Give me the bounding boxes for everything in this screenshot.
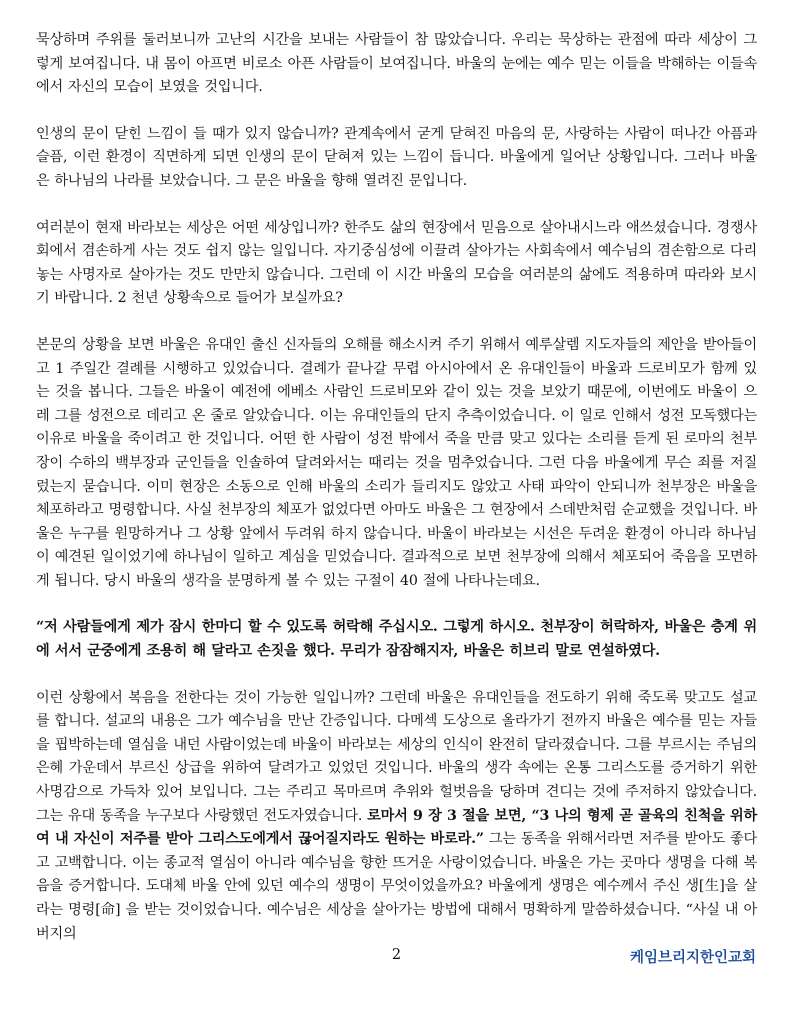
paragraph-6 [36,687,757,947]
romans-reference: 로마서 9 장 3 절을 보면, “3 나의 형제 곧 골육의 친척을 위하여 내 자신이 저주를 받아 그리스도에게서 끊어질지라도 원하는 바로라.” [36,807,757,848]
scripture-quote: “저 사람들에게 제가 잠시 한마디 할 수 있도록 허락해 주십시오. 그렇게 하시오. 천부장이 허락하자, 바울은 층계 위에 서서 군중에게 조용히 해 달라고 손짓을 했다. 무리가 잠잠해지자, 바울은 히브리 말로 연설하였다. [36,619,757,660]
paragraph-2: 인생의 문이 닫힌 느낌이 들 때가 있지 않습니까? 관계속에서 굳게 닫혀진 마음의 문, 사랑하는 사람이 떠나간 아픔과 슬픔, 이런 환경이 직면하게 되면 인생의 문이 닫혀져 있는 느낌이 듭니다. 바울에게 일어난 상황입니다. 그러나 바울은 하나님의 나라를 보았습니다. 그 문은 바울을 향해 열려진 문입니다. [36,125,757,189]
paragraph-3: 여러분이 현재 바라보는 세상은 어떤 세상입니까? 한주도 삶의 현장에서 믿음으로 살아내시느라 애쓰셨습니다. 경쟁사회에서 겸손하게 사는 것도 쉽지 않는 일입니다. 자기중심성에 이끌려 살아가는 사회속에서 예수님의 겸손함으로 다리 놓는 사명자로 살아가는 것도 만만치 않습니다. 그런데 이 시간 바울의 모습을 여러분의 삶에도 적용하며 따라와 보시기 바랍니다. 2 천년 상황속으로 들어가 보실까요? [36,219,757,307]
paragraph-6-continued: 그는 동족을 위해서라면 저주를 받아도 좋다고 고백합니다. 이는 종교적 열심이 아니라 예수님을 향한 뜨거운 사랑이었습니다. 바울은 가는 곳마다 생명을 다해 복음을 증거합니다. 도대체 바울 안에 있던 예수의 생명이 무엇이었을까요? 바울에게 생명은 예수께서 주신 생[生]을 살라는 명령[命] 을 받는 것이었습니다. 예수님은 세상을 살아가는 방법에 대해서 명확하게 말씀하셨습니다. “사실 내 아버지의 [36,831,757,942]
paragraph-1: 묵상하며 주위를 둘러보니까 고난의 시간을 보내는 사람들이 참 많았습니다. 우리는 묵상하는 관점에 따라 세상이 그렇게 보여집니다. 내 몸이 아프면 비로소 아픈 사람들이 보여집니다. 바울의 눈에는 예수 믿는 이들을 박해하는 이들속에서 자신의 모습이 보였을 것입니다. [36,32,757,96]
document-body [36,29,757,946]
page-number: 2 [391,947,402,963]
paragraph-4: 본문의 상황을 보면 바울은 유대인 출신 신자들의 오해를 해소시켜 주기 위해서 예루살렘 지도자들의 제안을 받아들이고 1 주일간 결례를 시행하고 있었습니다. 결례가 끝나갈 무렵 아시아에서 온 유대인들이 바울과 드로비모가 함께 있는 것을 봅니다. 그들은 바울이 예전에 에베소 사람인 드로비모와 같이 있는 것을 보았기 때문에, 이번에도 바울이 으레 그를 성전으로 데리고 온 줄로 알았습니다. 이는 유대인들의 단지 추측이었습니다. 이 일로 인해서 성전 모독했다는 이유로 바울을 죽이려고 한 것입니다. 어떤 한 사람이 성전 밖에서 죽을 만큼 맞고 있다는 소리를 듣게 된 로마의 천부장이 수하의 백부장과 군인들을 인솔하여 달려와서는 때리는 것을 멈추었습니다. 그런 다음 바울에게 무슨 죄를 저질렀는지 묻습니다. 이미 현장은 소동으로 인해 바울의 소리가 들리지도 않았고 사태 파악이 안되니까 천부장은 바울을 체포하라고 명령합니다. 사실 천부장의 체포가 없었다면 아마도 바울은 그 현장에서 스데반처럼 순교했을 것입니다. 바울은 누구를 원망하거나 그 상황 앞에서 두려워 하지 않습니다. 바울이 바라보는 시선은 두려운 환경이 아니라 하나님이 예견된 일이었기에 하나님이 일하고 계심을 믿었습니다. 결과적으로 보면 천부장에 의해서 체포되어 죽음을 모면하게 됩니다. 당시 바울의 생각을 분명하게 볼 수 있는 구절이 40 절에 나타나는데요. [36,336,757,589]
church-name: 케임브리지한인교회 [629,950,756,966]
paragraph-6-text: 이런 상황에서 복음을 전한다는 것이 가능한 일입니까? 그런데 바울은 유대인들을 전도하기 위해 죽도록 맞고도 설교를 합니다. 설교의 내용은 그가 예수님을 만난 간증입니다. 다메섹 도상으로 올라가기 전까지 바울은 예수를 믿는 자들을 핍박하는데 열심을 내던 사람이었는데 바울이 바라보는 세상의 인식이 완전히 달라졌습니다. 그를 부르시는 주님의 은혜 가운데서 부르신 상급을 위하여 달려가고 있었던 것입니다. 바울의 생각 속에는 온통 그리스도를 증거하기 위한 사명감으로 가득차 있어 보입니다. 그는 주리고 목마르며 추위와 헐벗음을 당하며 견디는 것에 주저하지 않았습니다. 그는 유대 동족을 누구보다 사랑했던 전도자였습니다. [36,689,757,824]
